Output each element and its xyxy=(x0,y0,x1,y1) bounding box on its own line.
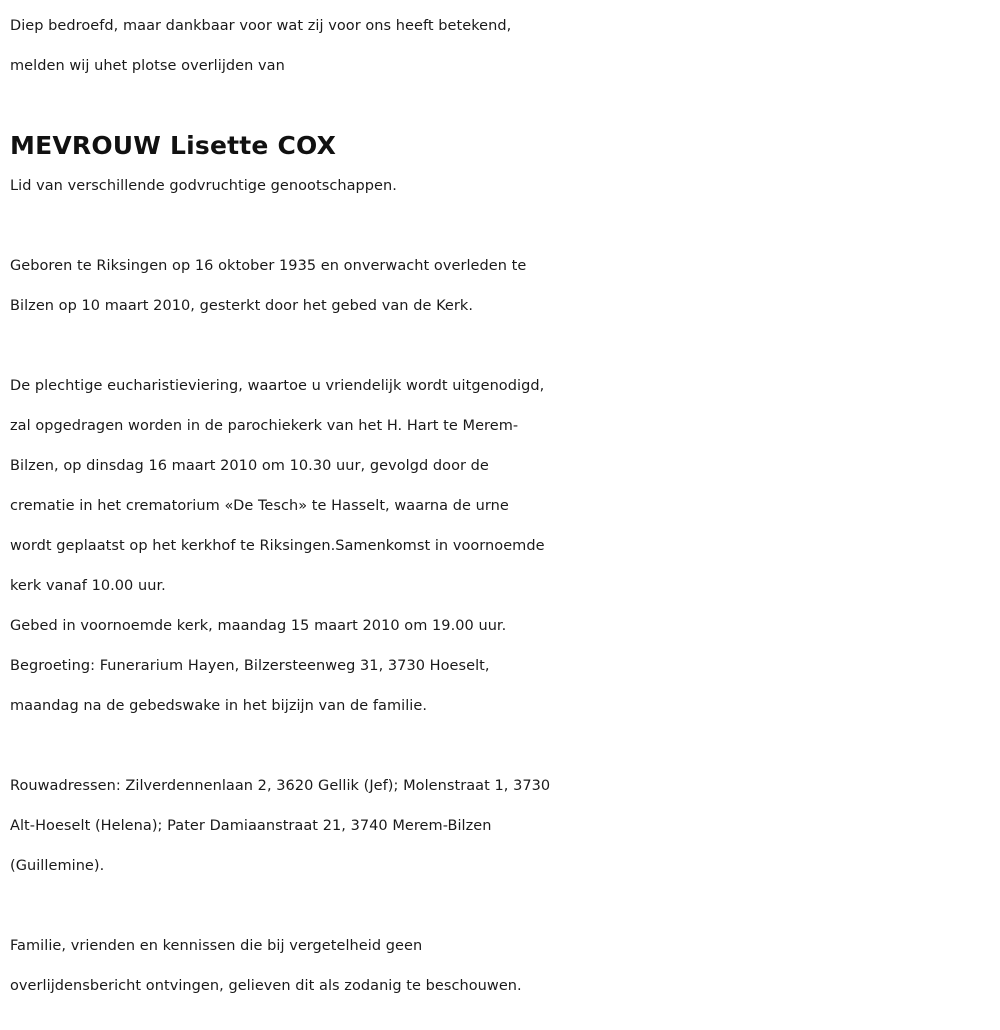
ceremony-line: crematie in het crematorium «De Tesch» te Hasselt, waarna de urne xyxy=(10,498,509,514)
addresses-line: (Guillemine). xyxy=(10,858,105,874)
ceremony-line: Gebed in voornoemde kerk, maandag 15 maart 2010 om 19.00 uur. xyxy=(10,618,507,634)
deceased-name: MEVROUW Lisette COX xyxy=(10,131,337,160)
birth-death-line: Bilzen op 10 maart 2010, gesterkt door het gebed van de Kerk. xyxy=(10,298,473,314)
closing-line: Familie, vrienden en kennissen die bij vergetelheid geen xyxy=(10,938,423,954)
spacer xyxy=(10,886,995,926)
ceremony-line: Bilzen, op dinsdag 16 maart 2010 om 10.30 uur, gevolgd door de xyxy=(10,458,489,474)
closing-paragraph xyxy=(10,926,995,1006)
spacer xyxy=(10,326,995,366)
ceremony-line: kerk vanaf 10.00 uur. xyxy=(10,578,166,594)
spacer xyxy=(10,206,995,246)
ceremony-line: De plechtige eucharistieviering, waartoe u vriendelijk wordt uitgenodigd, xyxy=(10,378,545,394)
deceased-description: Lid van verschillende godvruchtige genootschappen. xyxy=(10,178,397,194)
birth-death-paragraph xyxy=(10,246,995,326)
intro-paragraph xyxy=(10,6,995,86)
ceremony-line: zal opgedragen worden in de parochiekerk van het H. Hart te Merem- xyxy=(10,418,519,434)
addresses-line: Alt-Hoeselt (Helena); Pater Damiaanstraat 21, 3740 Merem-Bilzen xyxy=(10,818,492,834)
intro-line: melden wij uhet plotse overlijden van xyxy=(10,58,285,74)
ceremony-line: Begroeting: Funerarium Hayen, Bilzersteenweg 31, 3730 Hoeselt, xyxy=(10,658,490,674)
ceremony-line: wordt geplaatst op het kerkhof te Riksingen.Samenkomst in voornoemde xyxy=(10,538,545,554)
intro-line: Diep bedroefd, maar dankbaar voor wat zij voor ons heeft betekend, xyxy=(10,18,512,34)
ceremony-line: maandag na de gebedswake in het bijzijn van de familie. xyxy=(10,698,428,714)
closing-line: overlijdensbericht ontvingen, gelieven dit als zodanig te beschouwen. xyxy=(10,978,522,994)
birth-death-line: Geboren te Riksingen op 16 oktober 1935 en onverwacht overleden te xyxy=(10,258,527,274)
spacer xyxy=(10,726,995,766)
spacer xyxy=(10,86,995,126)
obituary-notice xyxy=(10,6,995,1006)
addresses-line: Rouwadressen: Zilverdennenlaan 2, 3620 Gellik (Jef); Molenstraat 1, 3730 xyxy=(10,778,551,794)
addresses-paragraph xyxy=(10,766,995,886)
ceremony-paragraph xyxy=(10,366,995,726)
